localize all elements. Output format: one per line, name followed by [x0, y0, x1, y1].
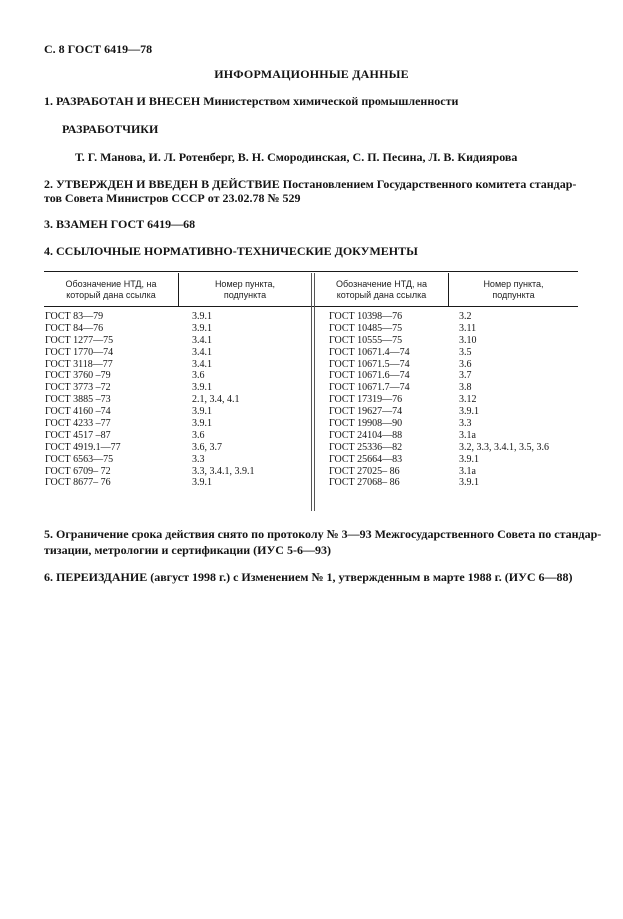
table-cell: ГОСТ 19627—74: [329, 406, 403, 418]
header-ntd-left-line1: Обозначение НТД, на: [65, 279, 157, 289]
table-cell: 3.3, 3.4.1, 3.9.1: [192, 465, 255, 477]
table-cell: ГОСТ 83—79: [45, 311, 104, 322]
table-cell: ГОСТ 17319—76: [329, 394, 403, 406]
right-ntd-column: [329, 311, 410, 489]
table-cell: 3.8: [459, 382, 472, 394]
section-2-text-line2: тов Совета Министров СССР от 23.02.78 № 529: [44, 191, 301, 205]
table-cell: ГОСТ 1277—75: [45, 334, 114, 346]
section-5-line1: 5. Ограничение срока действия снято по протоколу № 3—93 Межгосударственного Совета по стандар-: [44, 527, 602, 541]
table-cell: 3.6: [192, 370, 205, 382]
header-ntd-right: [315, 279, 448, 301]
section-1: [44, 94, 458, 109]
header-item-left: [179, 279, 311, 301]
table-cell: ГОСТ 4233 –77: [45, 418, 111, 430]
table-cell: 3.4.1: [192, 334, 212, 346]
table-cell: 3.10: [459, 334, 477, 346]
table-cell: ГОСТ 10555—75: [329, 334, 403, 346]
table-cell: ГОСТ 10398—76: [329, 311, 403, 322]
page-header: С. 8 ГОСТ 6419—78: [44, 42, 153, 56]
table-cell: ГОСТ 84—76: [45, 322, 104, 334]
header-ntd-left-line2: который дана ссылка: [66, 290, 156, 300]
table-cell: 3.6: [459, 358, 472, 370]
header-item-left-line1: Номер пункта,: [214, 279, 276, 289]
header-ntd-right-line2: который дана ссылка: [336, 290, 427, 300]
table-cell: 3.7: [459, 370, 472, 382]
developers-label: РАЗРАБОТЧИКИ: [62, 122, 159, 136]
table-cell: ГОСТ 3118—77: [45, 358, 113, 370]
table-cell: 3.6: [192, 429, 205, 441]
table-cell: ГОСТ 19908—90: [329, 418, 403, 430]
header-item-right: [449, 279, 578, 301]
table-cell: ГОСТ 6709– 72: [45, 465, 111, 477]
section-5-line2: тизации, метрологии и сертификации (ИУС 5-6—93): [44, 543, 331, 557]
section-4-heading: 4. ССЫЛОЧНЫЕ НОРМАТИВНО-ТЕХНИЧЕСКИЕ ДОКУМЕНТЫ: [44, 244, 418, 258]
table-cell: 3.3: [459, 418, 472, 430]
table-cell: 3.1а: [459, 465, 476, 477]
right-item-column: [459, 311, 549, 489]
table-cell: 3.9.1: [192, 382, 212, 394]
table-cell: ГОСТ 4160 –74: [45, 406, 111, 418]
table-divider-center-a: [311, 273, 312, 511]
table-cell: 3.4.1: [192, 358, 212, 370]
reference-documents-table: [44, 271, 578, 511]
table-cell: ГОСТ 3760 –79: [45, 370, 111, 382]
section-2: [44, 177, 576, 205]
table-cell: 3.9.1: [192, 477, 212, 489]
table-cell: 3.2, 3.3, 3.4.1, 3.5, 3.6: [459, 441, 549, 453]
table-cell: 3.4.1: [192, 346, 212, 358]
table-cell: ГОСТ 10671.7—74: [329, 382, 410, 394]
header-item-left-line2: подпункта: [223, 290, 267, 300]
table-cell: ГОСТ 25336—82: [329, 441, 403, 453]
table-cell: ГОСТ 10485—75: [329, 322, 403, 334]
section-6: 6. ПЕРЕИЗДАНИЕ (август 1998 г.) с Изменением № 1, утвержденным в марте 1988 г. (ИУС 6—88): [44, 570, 573, 584]
table-cell: 3.9.1: [459, 406, 479, 418]
section-3: 3. ВЗАМЕН ГОСТ 6419—68: [44, 217, 196, 231]
header-item-right-line1: Номер пункта,: [483, 279, 544, 289]
table-cell: 3.1а: [459, 429, 476, 441]
table-cell: 3.9.1: [192, 406, 212, 418]
table-cell: 3.9.1: [192, 322, 212, 334]
header-item-right-line2: подпункта: [492, 290, 535, 300]
table-cell: ГОСТ 3885 –73: [45, 394, 111, 406]
header-ntd-left: [44, 279, 178, 301]
table-cell: ГОСТ 1770—74: [45, 346, 114, 358]
table-cell: ГОСТ 27025– 86: [329, 465, 400, 477]
section-2-text-line1: Постановлением Государственного комитета стандар-: [282, 177, 577, 191]
table-cell: 3.9.1: [192, 311, 212, 322]
table-cell: ГОСТ 10671.6—74: [329, 370, 410, 382]
developers-list: Т. Г. Манова, И. Л. Ротенберг, В. Н. Смородинская, С. П. Песина, Л. В. Кидиярова: [75, 150, 518, 164]
table-cell: ГОСТ 4517 –87: [45, 429, 111, 441]
table-cell: 3.3: [192, 453, 205, 465]
table-cell: 3.6, 3.7: [192, 441, 222, 453]
table-cell: ГОСТ 4919.1—77: [45, 441, 121, 453]
section-1-heading: 1. РАЗРАБОТАН И ВНЕСЕН: [44, 94, 201, 108]
table-cell: 2.1, 3.4, 4.1: [192, 394, 240, 406]
table-cell: 3.2: [459, 311, 472, 322]
table-cell: 3.12: [459, 394, 477, 406]
section-2-heading: 2. УТВЕРЖДЕН И ВВЕДЕН В ДЕЙСТВИЕ: [44, 177, 280, 191]
table-cell: 3.9.1: [192, 418, 212, 430]
table-cell: ГОСТ 10671.5—74: [329, 358, 410, 370]
table-cell: ГОСТ 6563—75: [45, 453, 114, 465]
section-1-text: Министерством химической промышленности: [203, 94, 459, 108]
table-cell: 3.9.1: [459, 477, 479, 489]
left-ntd-column: [45, 311, 121, 489]
header-ntd-right-line1: Обозначение НТД, на: [336, 279, 427, 289]
table-cell: 3.11: [459, 322, 477, 334]
table-cell: ГОСТ 25664—83: [329, 453, 403, 465]
table-cell: ГОСТ 8677– 76: [45, 477, 111, 489]
document-title: ИНФОРМАЦИОННЫЕ ДАННЫЕ: [214, 67, 409, 81]
table-cell: 3.9.1: [459, 453, 479, 465]
table-cell: ГОСТ 10671.4—74: [329, 346, 410, 358]
table-cell: ГОСТ 3773 –72: [45, 382, 111, 394]
table-cell: ГОСТ 24104—88: [329, 429, 403, 441]
table-cell: 3.5: [459, 346, 472, 358]
left-item-column: [192, 311, 255, 489]
table-divider-center-b: [314, 273, 315, 511]
section-5: [44, 526, 601, 558]
table-cell: ГОСТ 27068– 86: [329, 477, 400, 489]
